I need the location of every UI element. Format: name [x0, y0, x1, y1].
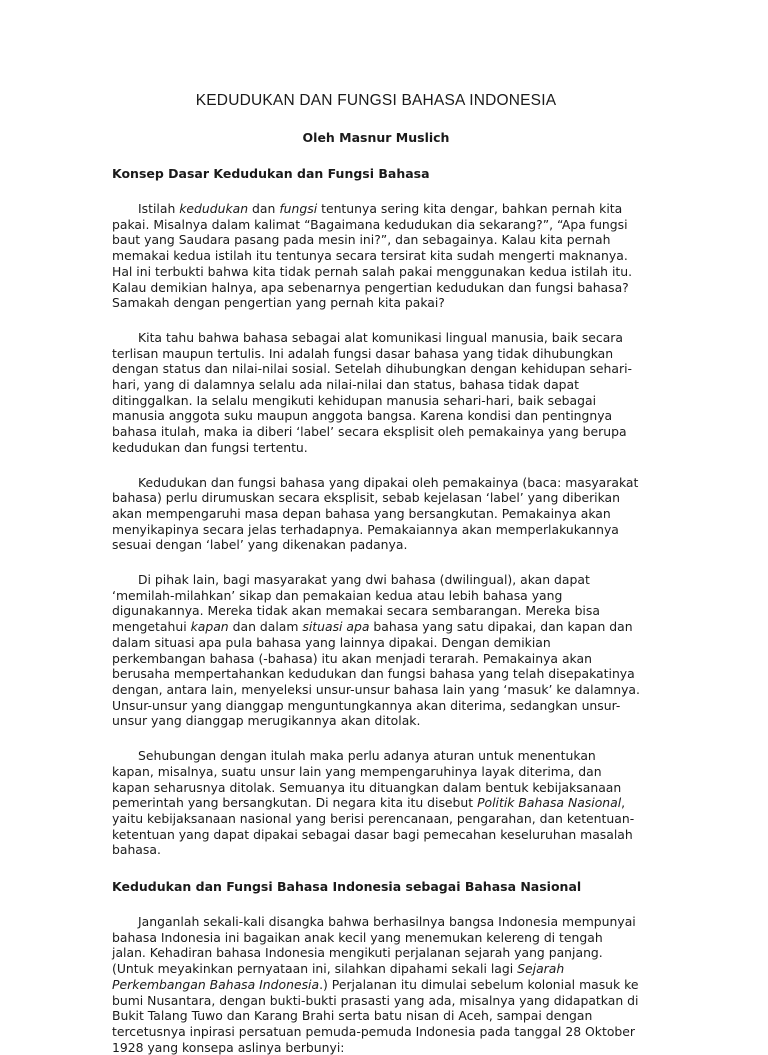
- italic-text: situasi apa: [302, 619, 370, 635]
- italic-text: Sejarah Perkembangan Bahasa Indonesia: [112, 961, 565, 992]
- document-page: [112, 92, 640, 1055]
- text-segment: .) Perjalanan itu dimulai sebelum kolonial masuk ke bumi Nusantara, dengan bukti-bukti prasasti yang ada, misalnya yang didapatkan di Bukit Talang Tuwo dan Karang Brahi serta batu nisan di Aceh, sampai dengan tercetusnya inpirasi persatuan pemuda-pemuda Indonesia pada tanggal 28 Oktober 1928 yang konsepa aslinya berbunyi:: [112, 976, 639, 1055]
- italic-text: kedudukan: [179, 201, 249, 216]
- text-segment: Janganlah sekali-kali disangka bahwa berhasilnya bangsa Indonesia mempunyai bahasa Indonesia ini bagaikan anak kecil yang menemukan kelereng di tengah jalan. Kehadiran bahasa Indonesia mengikuti perjalanan sejarah yang panjang. (Untuk meyakinkan pernyataan ini, silahkan dipahami sekali lagi: [112, 914, 636, 977]
- paragraph: [112, 201, 640, 311]
- italic-text: kapan: [190, 619, 229, 635]
- document-title: KEDUDUKAN DAN FUNGSI BAHASA INDONESIA: [195, 92, 557, 109]
- paragraph: [112, 475, 640, 554]
- paragraph: [112, 748, 640, 858]
- text-segment: tentunya sering kita dengar, bahkan pernah kita pakai. Misalnya dalam kalimat “Bagaimana kedudukan dia sekarang?”, “Apa fungsi baut yang Saudara pasang pada mesin ini?”, dan sebagainya. Kalau kita pernah memakai kedua istilah itu tentunya secara tersirat kita sudah mengerti maknanya. Hal ini terbukti bahwa kita tidak pernah salah pakai menggunakan kedua istilah itu. Kalau demikian halnya, apa sebenarnya pengertian kedudukan dan fungsi bahasa? Samakah dengan pengertian yang pernah kita pakai?: [112, 201, 633, 311]
- text-segment: dan dalam: [228, 619, 303, 635]
- text-segment: bahasa yang satu dipakai, dan kapan dan dalam situasi apa pula bahasa yang lainnya dipakai. Dengan demikian perkembangan bahasa (-bahasa) itu akan menjadi terarah. Pemakainya akan berusaha mempertahankan kedudukan dan fungsi bahasa yang telah disepakatinya dengan, antara lain, menyeleksi unsur-unsur bahasa lain yang ‘masuk’ ke dalamnya. Unsur-unsur yang dianggap menguntungkannya akan diterima, sedangkan unsur-unsur yang dianggap merugikannya akan ditolak.: [112, 619, 640, 729]
- text-segment: Sehubungan dengan itulah maka perlu adanya aturan untuk menentukan kapan, misalnya, suatu unsur lain yang mempengaruhinya layak diterima, dan kapan seharusnya ditolak. Semuanya itu dituangkan dalam bentuk kebijaksanaan pemerintah yang bersangkutan. Di negara kita itu disebut: [112, 748, 622, 811]
- text-segment: Di pihak lain, bagi masyarakat yang dwi bahasa (dwilingual), akan dapat ‘memilah-milahkan’ sikap dan pemakaian kedua atau lebih bahasa yang digunakannya. Mereka tidak akan memakai secara sembarangan. Mereka bisa mengetahui: [112, 572, 600, 635]
- paragraph: [112, 572, 640, 729]
- text-segment: Istilah: [138, 201, 180, 216]
- text-segment: Kedudukan dan fungsi bahasa yang dipakai oleh pemakainya (baca: masyarakat bahasa) perlu dirumuskan secara eksplisit, sebab kejelasan ‘label’ yang diberikan akan mempengaruhi masa depan bahasa yang bersangkutan. Pemakainya akan menyikapinya secara jelas terhadapnya. Pemakaiannya akan memperlakukannya sesuai dengan ‘label’ yang dikenakan padanya.: [112, 474, 639, 553]
- document-author: Oleh Masnur Muslich: [302, 130, 450, 145]
- text-segment: Kita tahu bahwa bahasa sebagai alat komunikasi lingual manusia, baik secara terlisan maupun tertulis. Ini adalah fungsi dasar bahasa yang tidak dihubungkan dengan status dan nilai-nilai sosial. Setelah dihubungkan dengan kehidupan sehari-hari, yang di dalamnya selalu ada nilai-nilai dan status, bahasa tidak dapat ditinggalkan. Ia selalu mengikuti kehidupan manusia sehari-hari, baik sebagai manusia anggota suku maupun anggota bangsa. Karena kondisi dan pentingnya bahasa itulah, maka ia diberi ‘label’ secara eksplisit oleh pemakainya yang berupa kedudukan dan fungsi tertentu.: [112, 329, 632, 455]
- section-heading: Konsep Dasar Kedudukan dan Fungsi Bahasa: [112, 166, 430, 181]
- paragraph: [112, 914, 640, 1055]
- paragraph: [112, 330, 640, 456]
- italic-text: Politik Bahasa Nasional: [477, 795, 622, 811]
- text-segment: , yaitu kebijaksanaan nasional yang berisi perencanaan, pengarahan, dan ketentuan-ketentuan yang dapat dipakai sebagai dasar bagi pemecahan keseluruhan masalah bahasa.: [112, 795, 635, 858]
- italic-text: fungsi: [279, 201, 318, 216]
- section-heading: Kedudukan dan Fungsi Bahasa Indonesia sebagai Bahasa Nasional: [112, 879, 582, 895]
- text-segment: dan: [248, 201, 280, 216]
